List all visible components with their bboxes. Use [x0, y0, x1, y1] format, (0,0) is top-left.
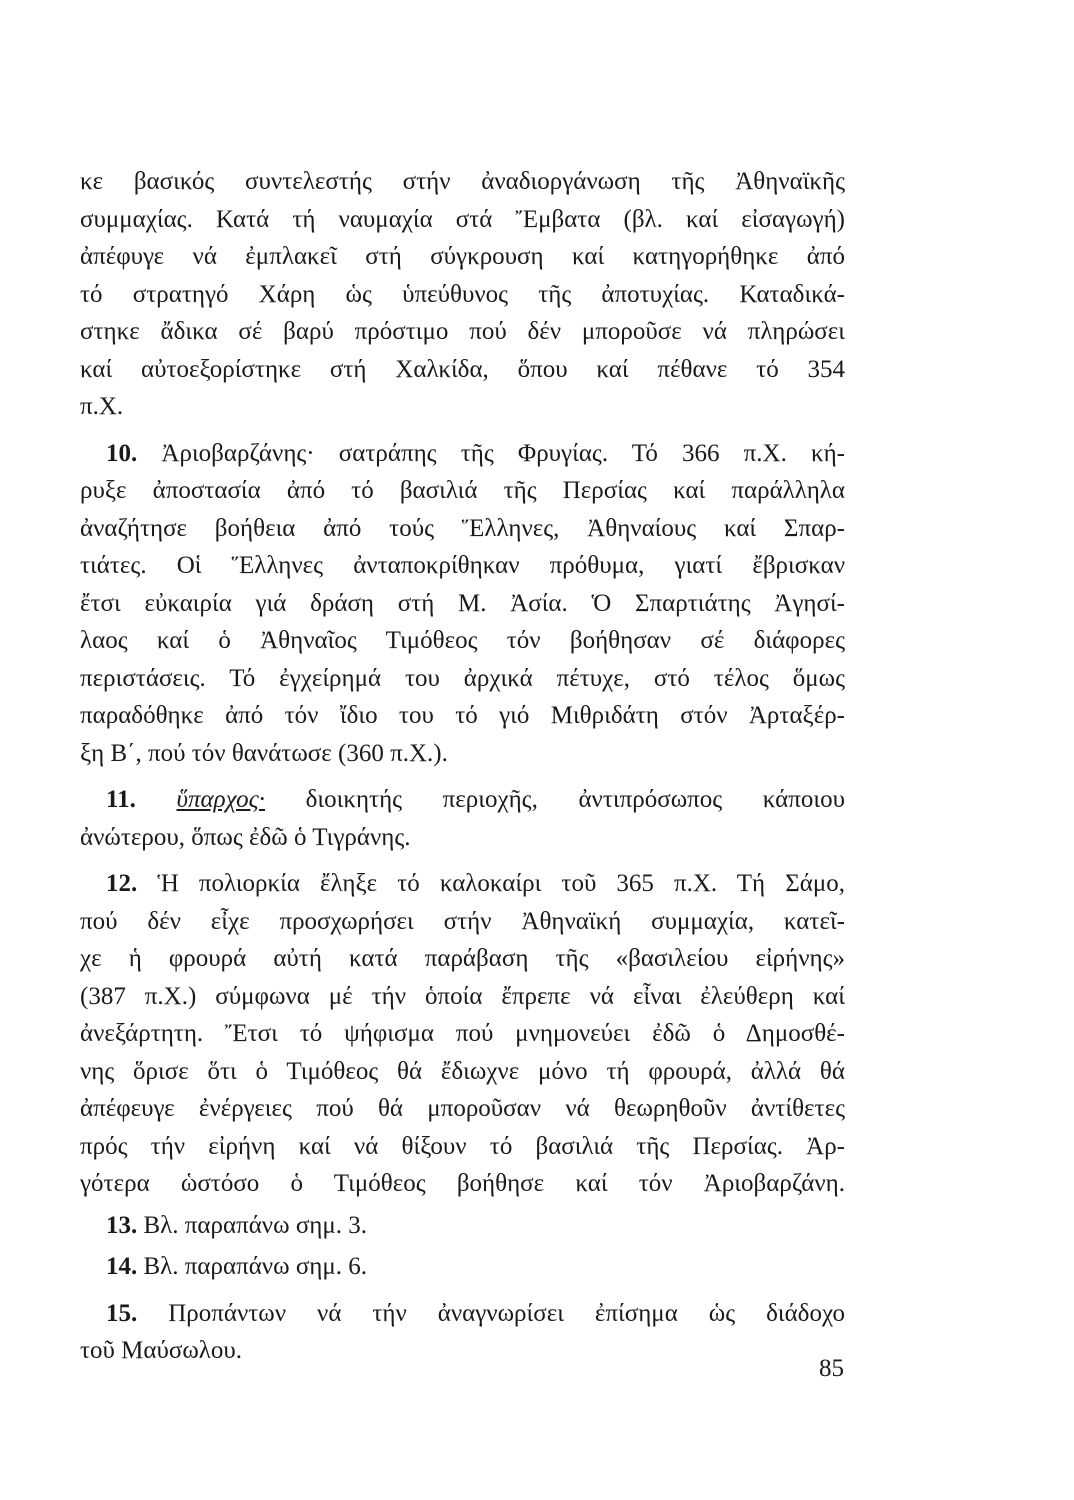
note-10: [80, 435, 845, 773]
note-text: Βλ. παραπάνω σημ. 6.: [143, 1253, 368, 1280]
text-line: ἀπέφυγε νά ἐμπλακεῖ στή σύγκρουση καί κατηγορήθηκε ἀπό: [80, 243, 845, 270]
notes-body: [80, 163, 845, 1370]
text-line: τιάτες. Οἱ Ἕλληνες ἀνταποκρίθηκαν πρόθυμα, γιατί ἔβρισκαν: [80, 552, 845, 579]
note-number: 15.: [106, 1299, 138, 1327]
note-first-line: [80, 781, 845, 819]
text-line: ἀνεξάρτητη. Ἔτσι τό ψήφισμα πού μνημονεύει ἐδῶ ὁ Δημοσθέ-: [80, 1020, 845, 1047]
note-text: Ἡ πολιορκία ἔληξε τό καλοκαίρι τοῦ 365 π.Χ. Τή Σάμο,: [157, 870, 845, 897]
text-line: πού δέν εἶχε προσχωρήσει στήν Ἀθηναϊκή συμμαχία, κατεῖ-: [80, 907, 845, 935]
text-line: καί αὐτοεξορίστηκε στή Χαλκίδα, ὅπου καί πέθανε τό 354: [80, 355, 845, 383]
note-number: 14.: [106, 1253, 138, 1280]
note-text: διοικητής περιοχῆς, ἀντιπρόσωπος κάποιου: [305, 786, 845, 813]
note-number: 11.: [106, 786, 136, 813]
text-line: π.Χ.: [80, 393, 124, 420]
text-line: ἔτσι εὐκαιρία γιά δράση στή Μ. Ἀσία. Ὁ Σπαρτιάτης Ἀγησί-: [80, 589, 845, 617]
note-9-continuation: [80, 163, 845, 426]
note-number: 10.: [106, 439, 138, 467]
note-first-line: [80, 1248, 845, 1286]
text-line: περιστάσεις. Τό ἐγχείρημά του ἀρχικά πέτυχε, στό τέλος ὅμως: [80, 664, 845, 692]
note-13: [80, 1207, 845, 1245]
text-line: ἀνώτερου, ὅπως ἐδῶ ὁ Τιγράνης.: [80, 823, 411, 851]
note-11: [80, 781, 845, 856]
text-line: νης ὅρισε ὅτι ὁ Τιμόθεος θά ἔδιωχνε μόνο τή φρουρά, ἀλλά θά: [80, 1057, 845, 1085]
note-number: 13.: [106, 1211, 138, 1239]
text-line: συμμαχίας. Κατά τή ναυμαχία στά Ἔμβατα (βλ. καί εἰσαγωγή): [80, 205, 845, 233]
note-first-line: [80, 435, 845, 473]
text-line: (387 π.Χ.) σύμφωνα μέ τήν ὁποία ἔπρεπε νά εἶναι ἐλεύθερη καί: [80, 982, 845, 1010]
note-first-line: [80, 1295, 845, 1333]
text-line: ἀναζήτησε βοήθεια ἀπό τούς Ἕλληνες, Ἀθηναίους καί Σπαρ-: [80, 514, 845, 542]
note-term: ὕπαρχος·: [176, 786, 265, 813]
text-line: στηκε ἄδικα σέ βαρύ πρόστιμο πού δέν μποροῦσε νά πληρώσει: [80, 318, 845, 345]
note-15: [80, 1295, 845, 1370]
note-text: Προπάντων νά τήν ἀναγνωρίσει ἐπίσημα ὡς διάδοχο: [168, 1299, 845, 1327]
text-line: χε ἡ φρουρά αὐτή κατά παράβαση τῆς «βασιλείου εἰρήνης»: [80, 945, 845, 972]
note-text: Βλ. παραπάνω σημ. 3.: [143, 1211, 368, 1239]
note-text: Ἀριοβαρζάνης· σατράπης τῆς Φρυγίας. Τό 366 π.Χ. κή-: [161, 439, 845, 467]
note-number: 12.: [106, 870, 138, 897]
text-line: γότερα ὡστόσο ὁ Τιμόθεος βοήθησε καί τόν Ἀριοβαρζάνη.: [80, 1170, 845, 1197]
text-line: τοῦ Μαύσωλου.: [80, 1337, 243, 1364]
page-number: 85: [819, 1355, 844, 1382]
note-first-line: [80, 1207, 845, 1245]
text-line: παραδόθηκε ἀπό τόν ἴδιο του τό γιό Μιθριδάτη στόν Ἀρταξέρ-: [80, 702, 845, 729]
note-12: [80, 865, 845, 1203]
text-line: τό στρατηγό Χάρη ὡς ὑπεύθυνος τῆς ἀποτυχίας. Καταδικά-: [80, 280, 845, 308]
note-first-line: [80, 865, 845, 903]
text-line: πρός τήν εἰρήνη καί νά θίξουν τό βασιλιά τῆς Περσίας. Ἀρ-: [80, 1132, 845, 1160]
text-line: λαος καί ὁ Ἀθηναῖος Τιμόθεος τόν βοήθησαν σέ διάφορες: [80, 627, 845, 654]
text-line: κε βασικός συντελεστής στήν ἀναδιοργάνωση τῆς Ἀθηναϊκῆς: [80, 168, 845, 195]
note-14: [80, 1248, 845, 1286]
text-line: ρυξε ἀποστασία ἀπό τό βασιλιά τῆς Περσίας καί παράλληλα: [80, 477, 845, 504]
text-line: ξη Β΄, πού τόν θανάτωσε (360 π.Χ.).: [80, 739, 448, 767]
text-line: ἀπέφευγε ἐνέργειες πού θά μποροῦσαν νά θεωρηθοῦν ἀντίθετες: [80, 1095, 845, 1122]
